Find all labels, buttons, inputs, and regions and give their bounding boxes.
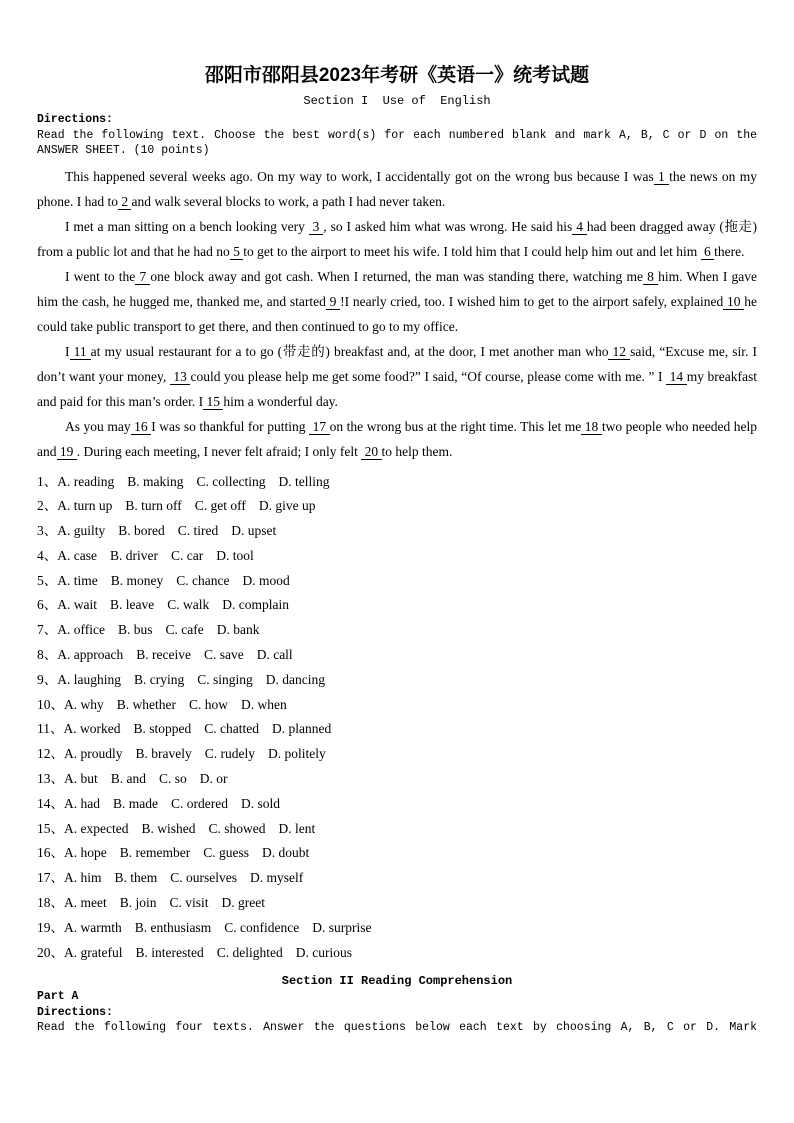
- cloze-blank-6: 6: [700, 243, 715, 259]
- question-number: 7、: [37, 622, 58, 638]
- question-row-19: [37, 916, 757, 941]
- question-option-b: B. remember: [119, 845, 191, 861]
- question-option-b: B. enthusiasm: [134, 919, 212, 935]
- question-option-c: C. car: [170, 547, 204, 563]
- question-option-b: B. bus: [117, 622, 153, 638]
- question-option-b: B. bravely: [135, 746, 192, 762]
- question-option-c: C. chatted: [204, 721, 259, 737]
- question-option-a: A. guilty: [57, 523, 106, 539]
- part-a-label: Part A: [37, 990, 79, 1004]
- question-option-a: A. wait: [57, 597, 97, 613]
- question-option-c: C. tired: [177, 523, 219, 539]
- question-option-d: D. lent: [278, 820, 316, 836]
- question-row-12: [37, 742, 757, 767]
- question-option-c: C. so: [159, 771, 187, 787]
- question-option-a: A. time: [57, 572, 98, 588]
- question-number: 15、: [37, 820, 64, 836]
- question-number: 4、: [37, 547, 58, 563]
- question-option-a: A. office: [57, 622, 105, 638]
- question-option-c: C. ourselves: [170, 870, 238, 886]
- question-option-a: A. reading: [57, 473, 115, 489]
- question-option-b: B. bored: [118, 523, 165, 539]
- question-option-b: B. stopped: [133, 721, 192, 737]
- section2-heading: Section II Reading Comprehension: [281, 974, 513, 989]
- page-title: 邵阳市邵阳县2023年考研《英语一》统考试题: [204, 65, 590, 86]
- cloze-blank-2: 2: [117, 193, 132, 209]
- question-option-d: D. call: [256, 647, 293, 663]
- section2-directions-label: Directions:: [37, 1005, 113, 1019]
- passage-paragraph: I met a man sitting on a bench looking very 3 , so I asked him what was wrong. He said his 4 had been dragged away (拖走) from a public lot and that he had no 5 to get to the airport to meet his wife. I told him that I could help him out and let him 6 there.: [37, 218, 757, 259]
- question-row-3: [37, 519, 757, 544]
- question-option-a: A. meet: [64, 895, 107, 911]
- passage-paragraph: I 11 at my usual restaurant for a to go (带走的) breakfast and, at the door, I met another man who 12 said, “Excuse me, sir. I don’t want your money, 13 could you please help me get some food?” I said, “Of course, please come with me. ” I 14 my breakfast and paid for this man’s order. I 15 him a wonderful day.: [37, 343, 758, 409]
- cloze-blank-19: 19: [56, 443, 77, 459]
- question-number: 1、: [37, 473, 58, 489]
- question-option-c: C. delighted: [216, 944, 283, 960]
- cloze-blank-4: 4: [572, 218, 587, 234]
- question-row-13: [37, 767, 757, 792]
- question-option-d: D. when: [241, 696, 287, 712]
- question-option-b: B. driver: [109, 547, 158, 563]
- question-option-c: C. singing: [197, 671, 253, 687]
- question-row-18: [37, 891, 757, 916]
- passage-paragraph: I went to the 7 one block away and got cash. When I returned, the man was standing there, watching me 8 him. When I gave him the cash, he hugged me, thanked me, and started 9 !I nearly cried, too. I wished him to get to the airport safely, explained 10 he could take public transport to get there, and then continued to go to my office.: [37, 268, 757, 334]
- question-option-a: A. turn up: [57, 498, 113, 514]
- question-option-b: B. making: [127, 473, 184, 489]
- question-option-b: B. join: [119, 895, 157, 911]
- section1-directions-label: Directions:: [37, 113, 113, 126]
- question-option-d: D. telling: [278, 473, 330, 489]
- question-option-b: B. wished: [141, 820, 196, 836]
- question-option-a: A. approach: [57, 647, 124, 663]
- question-number: 10、: [37, 696, 64, 712]
- cloze-passage: [37, 164, 757, 464]
- question-option-d: D. upset: [231, 523, 277, 539]
- cloze-blank-3: 3: [308, 218, 324, 234]
- section1-directions-text: Read the following text. Choose the best word(s) for each numbered blank and mark A, B, C or D on the ANSWER SHEET. (10 points): [37, 128, 757, 157]
- question-number: 8、: [37, 647, 58, 663]
- question-option-b: B. leave: [110, 597, 155, 613]
- question-option-d: D. curious: [295, 944, 352, 960]
- question-option-d: D. or: [199, 771, 228, 787]
- question-option-a: A. warmth: [64, 919, 122, 935]
- question-option-c: C. get off: [194, 498, 246, 514]
- question-option-a: A. him: [64, 870, 102, 886]
- question-option-d: D. mood: [242, 572, 290, 588]
- question-number: 12、: [37, 746, 64, 762]
- question-option-c: C. guess: [203, 845, 249, 861]
- question-row-17: [37, 866, 757, 891]
- question-option-d: D. myself: [250, 870, 304, 886]
- cloze-blank-20: 20: [361, 443, 382, 459]
- question-option-d: D. bank: [216, 622, 260, 638]
- question-number: 3、: [37, 523, 58, 539]
- cloze-blank-11: 11: [69, 343, 91, 359]
- question-row-4: [37, 544, 757, 569]
- question-number: 17、: [37, 870, 64, 886]
- question-number: 19、: [37, 919, 64, 935]
- cloze-blank-16: 16: [130, 418, 152, 434]
- question-row-10: [37, 693, 757, 718]
- cloze-blank-10: 10: [723, 293, 745, 309]
- cloze-blank-9: 9: [325, 293, 341, 309]
- question-row-16: [37, 841, 757, 866]
- question-row-8: [37, 643, 757, 668]
- cloze-blank-13: 13: [169, 368, 191, 384]
- question-option-d: D. planned: [272, 721, 332, 737]
- question-row-15: [37, 817, 757, 842]
- question-option-c: C. confidence: [224, 919, 300, 935]
- question-option-d: D. complain: [222, 597, 289, 613]
- question-number: 11、: [37, 721, 64, 737]
- question-option-b: B. crying: [134, 671, 185, 687]
- cloze-blank-1: 1: [653, 168, 670, 184]
- question-option-a: A. proudly: [64, 746, 123, 762]
- question-option-d: D. give up: [258, 498, 316, 514]
- question-option-a: A. laughing: [57, 671, 121, 687]
- question-option-c: C. ordered: [171, 795, 228, 811]
- cloze-blank-14: 14: [666, 368, 687, 384]
- question-number: 6、: [37, 597, 58, 613]
- question-option-b: B. money: [110, 572, 164, 588]
- question-option-d: D. doubt: [262, 845, 310, 861]
- question-option-c: C. walk: [167, 597, 210, 613]
- question-option-c: C. rudely: [204, 746, 255, 762]
- question-option-a: A. expected: [64, 820, 129, 836]
- question-option-c: C. showed: [208, 820, 266, 836]
- question-option-b: B. turn off: [125, 498, 182, 514]
- question-option-d: D. dancing: [265, 671, 325, 687]
- question-option-d: D. politely: [268, 746, 326, 762]
- question-row-20: [37, 941, 757, 966]
- section2-directions-text: Read the following four texts. Answer the questions below each text by choosing A, B, C or D. Mark: [37, 1021, 757, 1035]
- question-number: 5、: [37, 572, 58, 588]
- question-option-a: A. but: [64, 771, 98, 787]
- question-option-c: C. cafe: [165, 622, 204, 638]
- question-option-b: B. them: [114, 870, 158, 886]
- question-option-a: A. grateful: [64, 944, 123, 960]
- question-option-c: C. chance: [176, 572, 230, 588]
- question-option-b: B. whether: [116, 696, 176, 712]
- question-row-6: [37, 593, 757, 618]
- question-number: 20、: [37, 944, 64, 960]
- passage-paragraph: As you may 16 I was so thankful for putting 17 on the wrong bus at the right time. This let me 18 two people who needed help and 19 . During each meeting, I never felt afraid; I only felt 20 to help them.: [37, 418, 758, 459]
- question-option-a: A. worked: [63, 721, 121, 737]
- question-row-5: [37, 569, 757, 594]
- question-option-a: A. case: [57, 547, 97, 563]
- section1-heading: Section I Use of English: [303, 94, 491, 108]
- question-option-a: A. had: [64, 795, 100, 811]
- question-row-14: [37, 792, 757, 817]
- cloze-blank-17: 17: [309, 418, 330, 434]
- question-row-7: [37, 618, 757, 643]
- question-option-a: A. why: [64, 696, 104, 712]
- question-row-11: [37, 717, 757, 742]
- question-row-2: [37, 494, 757, 519]
- cloze-blank-7: 7: [135, 268, 151, 284]
- question-row-1: [37, 470, 757, 495]
- question-number: 16、: [37, 845, 64, 861]
- cloze-blank-15: 15: [203, 393, 224, 409]
- cloze-blank-18: 18: [581, 418, 602, 434]
- question-option-c: C. collecting: [196, 473, 266, 489]
- question-option-c: C. save: [203, 647, 244, 663]
- question-number: 13、: [37, 771, 64, 787]
- question-row-9: [37, 668, 757, 693]
- cloze-blank-8: 8: [642, 268, 659, 284]
- question-option-c: C. how: [188, 696, 228, 712]
- question-option-b: B. and: [110, 771, 146, 787]
- question-number: 2、: [37, 498, 58, 514]
- question-list: [37, 470, 757, 966]
- question-option-d: D. tool: [216, 547, 254, 563]
- question-option-d: D. sold: [240, 795, 280, 811]
- question-number: 9、: [37, 671, 58, 687]
- question-number: 18、: [37, 895, 64, 911]
- passage-paragraph: This happened several weeks ago. On my way to work, I accidentally got on the wrong bus because I was 1 the news on my phone. I had to 2 and walk several blocks to work, a path I had never taken.: [37, 168, 757, 209]
- question-number: 14、: [37, 795, 64, 811]
- cloze-blank-12: 12: [608, 343, 631, 359]
- cloze-blank-5: 5: [229, 243, 244, 259]
- question-option-d: D. surprise: [312, 919, 372, 935]
- question-option-d: D. greet: [221, 895, 266, 911]
- question-option-c: C. visit: [169, 895, 209, 911]
- question-option-b: B. made: [113, 795, 158, 811]
- question-option-b: B. receive: [136, 647, 191, 663]
- question-option-b: B. interested: [135, 944, 204, 960]
- question-option-a: A. hope: [64, 845, 107, 861]
